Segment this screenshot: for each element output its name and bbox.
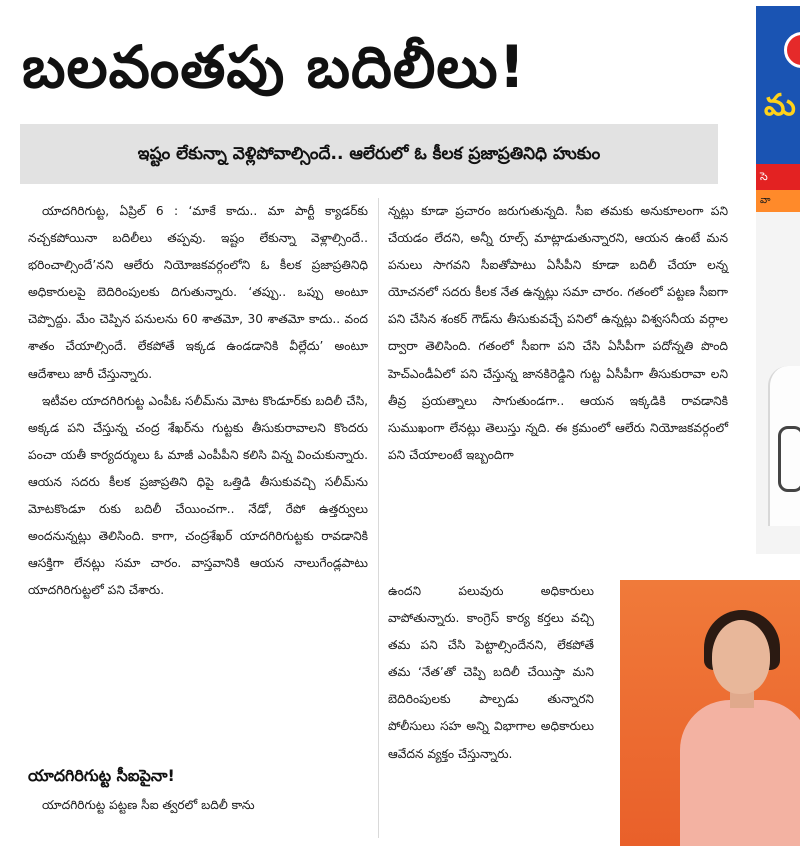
advertisement-top [756, 6, 800, 554]
article-column-1 [28, 198, 368, 604]
article-column-2-tail [388, 578, 594, 768]
section-first-line: యాదగిరిగుట్ట పట్టణ సీఐ త్వరలో బదిలీ కాను [42, 798, 255, 812]
section-heading: యాదగిరిగుట్ట సీఐపైనా! [28, 766, 175, 785]
ad-orange-strip: వా [756, 190, 800, 212]
subheadline: ఇష్టం లేకున్నా వెళ్లిపోవాల్సిందే.. ఆలేరులో ఓ కీలక ప్రజాప్రతినిధి హుకుం [137, 144, 601, 164]
ad-red-strip: సె [756, 164, 800, 190]
ad-letter: మ [764, 88, 796, 123]
ad-person-shirt [680, 700, 800, 846]
ad-blue-panel [756, 6, 800, 164]
article-paragraph: యాదగిరిగుట్ట, ఏప్రిల్ 6 : ‘మాకే కాదు.. మా పార్టీ క్యాడర్‌కు నచ్చకపోయినా బదిలీలు తప్పవు. ఇష్టం లేకున్నా వెళ్లాల్సిందే.. భరించాల్సిందే’నని ఆలేరు నియోజకవర్గంలోని ఓ కీలక ప్రజాప్రతినిధి అధికారులపై బెదిరింపులకు దిగుతున్నారు. ‘తప్పు.. ఒప్పు అంటూ చెప్పొద్దు. మేం చెప్పిన పనులను 60 శాతమో, 30 శాతమో కాదు.. వంద శాతం చేయాల్సిందే. లేకపోతే ఇక్కడ ఉండడానికి వీల్లేదు’ అంటూ ఆదేశాలు జారీ చేస్తున్నారు. [28, 204, 368, 381]
ad-person-face [712, 620, 770, 694]
column-divider [378, 198, 379, 838]
article-column-2 [388, 198, 728, 469]
article-paragraph: ఉందని పలువురు అధికారులు వాపోతున్నారు. కాంగ్రెస్ కార్య కర్తలు వచ్చి తమ పని చేసి పెట్టాల్సిందేనని, లేకపోతే తమ ‘నేత’తో చెప్పి బదిలీ చేయిస్తా మని బెదిరింపులకు పాల్పడు తున్నారని పోలీసులు సహ అన్ని విభాగాల అధికారులు ఆవేదన వ్యక్తం చేస్తున్నారు. [388, 584, 594, 761]
headline: బలవంతపు బదిలీలు! [22, 33, 527, 101]
stethoscope-icon [778, 426, 800, 492]
advertisement-bottom [620, 580, 800, 846]
article-paragraph: ఇటీవల యాదగిరిగుట్ట ఎంపీఓ సలీమ్‌ను మోట కొండూర్‌కు బదిలీ చేసి, అక్కడ పని చేస్తున్న చంద్ర శేఖర్‌ను గుట్టకు తీసుకురావాలని కొందరు పంచా యతీ కార్యదర్శులు ఓ మాజీ ఎంపీపీని కలిసి విన్న వించుకున్నారు. ఆయన సదరు కీలక ప్రజాప్రతిని ధిపై ఒత్తిడి తీసుకువచ్చి సలీమ్‌ను మోటకొండూ రుకు బదిలీ చేయించగా.. నేడో, రేపో ఉత్తర్వులు అందనున్నట్లు తెలిసింది. కాగా, చంద్రశేఖర్ యాదగిరిగుట్టకు రావడానికి ఆసక్తిగా లేనట్లు సమా చారం. వాస్తవానికి ఆయన నాలుగేండ్లపాటు యాదగిరిగుట్టలో పని చేశారు. [28, 393, 368, 598]
article-paragraph: న్నట్లు కూడా ప్రచారం జరుగుతున్నది. సీఐ తమకు అనుకూలంగా పని చేయడం లేదని, అన్నీ రూల్స్ మాట్లాడుతున్నారని, ఆయన ఉంటే మన పనులు సాగవని సీఐతోపాటు ఏసీపీని కూడా బదిలీ చేయా లన్న యోచనలో సదరు కీలక నేత ఉన్నట్లు సమా చారం. గతంలో పట్టణ సీఐగా పని చేసిన శంకర్ గౌడ్‌ను తీసుకువచ్చే పనిలో ఉన్నట్లు విశ్వసనీయ వర్గాల ద్వారా తెలిసింది. గతంలో సీఐగా పని చేసి ఏసీపీగా పదోన్నతి పొంది హెచ్‌ఎండీఏలో పని చేస్తున్న జానకిరెడ్డిని గుట్ట ఏసీపీగా తీసుకురావా లని తీవ్ర ప్రయత్నాలు సాగుతుండగా.. ఆయన ఇక్కడికి రావడానికి సుముఖంగా లేనట్లు తెలుస్తు న్నది. ఈ క్రమంలో ఆలేరు నియోజకవర్గంలో పని చేయాలంటే ఇబ్బందిగా [388, 204, 728, 462]
